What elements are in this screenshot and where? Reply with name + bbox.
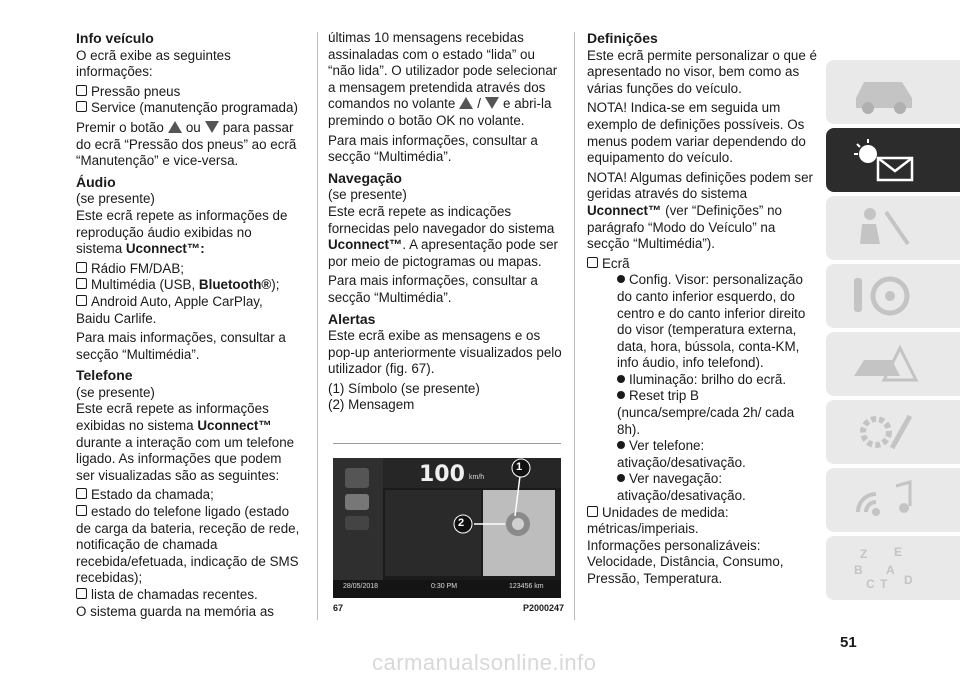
list-item: Pressão pneus [76,84,300,101]
list-item: estado do telefone ligado (estado de carga da bateria, receção de rede, notificação de chamada recebida/efetuada, indicação de SMS recebidas); [76,504,300,586]
column-divider [574,32,575,620]
messages-paragraph-2: Para mais informações, consultar a secção “Multimédia”. [328,132,538,165]
checkbox-bullet-icon [76,262,87,273]
legend-item-1: (1) Símbolo (se presente) [328,380,480,396]
list-item: Service (manutenção programada) [76,100,300,117]
section-title-definicoes: Definições [587,30,658,46]
bullet-icon [617,375,625,383]
def-paragraph-1: Este ecrã permite personalizar o que é apresentado no visor, bem como as várias funções do veículo. [587,47,817,96]
nav-subtitle: (se presente) [328,187,407,203]
tab-starting[interactable] [826,264,960,328]
index-letters-icon [846,544,926,592]
fig-odometer: 123456 km [509,583,544,590]
alert-paragraph: Este ecrã exibe as mensagens e os pop-up anteriormente visualizados pelo utilizador (fig. 67). [328,328,562,377]
cluster-display-figure [333,458,561,598]
arrow-down-icon [485,97,499,109]
page-number: 51 [840,634,857,651]
nav-paragraph-2: Para mais informações, consultar a secção “Multimédia”. [328,273,538,305]
section-title-alertas: Alertas [328,310,376,327]
list-item: Informações personalizáveis: Velocidade, Distância, Consumo, Pressão, Temperatura. [587,537,784,586]
def-paragraph-3: NOTA! Algumas definições podem ser geridas através do sistema Uconnect™ (ver “Definições” no parágrafo “Modo do Veículo” na secção “Multimédia”). [587,169,814,252]
watermark: carmanualsonline.info [372,650,597,675]
steering-wheel-key-icon [846,272,926,320]
checkbox-bullet-icon [587,257,598,268]
figure-separator [333,443,561,444]
tab-dashboard[interactable] [826,128,960,192]
checkbox-bullet-icon [76,505,87,516]
section-title-info: Info veículo [76,30,154,46]
list-item: Rádio FM/DAB; [76,261,300,278]
column-middle [328,30,562,414]
svg-text:C: C [866,577,875,591]
list-item: Unidades de medida: métricas/imperiais. [587,504,729,537]
info-paragraph: Premir o botão ou para passar do ecrã “Pressão dos pneus” ao ecrã “Manutenção” e vice-versa. [76,119,297,169]
arrow-up-icon [459,97,473,109]
checkbox-bullet-icon [587,506,598,517]
info-intro: O ecrã exibe as seguintes informações: [76,47,231,80]
column-left [76,30,300,623]
tel-subtitle: (se presente) [76,384,155,400]
bullet-icon [617,391,625,399]
svg-text:Z: Z [860,547,868,561]
tab-maintenance[interactable] [826,400,960,464]
audio-paragraph: Este ecrã repete as informações de reprodução áudio exibidas no sistema Uconnect™: [76,207,288,257]
fig-time: 0:30 PM [431,583,458,590]
svg-text:A: A [886,563,895,577]
audio-paragraph-2: Para mais informações, consultar a secção “Multimédia”. [76,330,286,362]
svg-text:D: D [904,573,913,587]
arrow-up-icon [168,121,182,133]
bullet-icon [617,275,625,283]
svg-text:B: B [854,563,863,577]
audio-subtitle: (se presente) [76,191,155,207]
list-item: Estado da chamada; [76,487,300,504]
callout-2: 2 [458,517,465,529]
legend-item-2: (2) Mensagem [328,397,415,413]
checkbox-bullet-icon [76,295,87,306]
def-paragraph-2: NOTA! Indica-se em seguida um exemplo de definições possíveis. Os menus podem variar dependendo do equipamento do veículo. [587,100,806,166]
section-title-navegacao: Navegação [328,169,402,186]
messages-paragraph: últimas 10 mensagens recebidas assinaladas com o estado “lida” ou “não lida”. O utilizador pode selecionar a mensagem pretendida através dos comandos no volante / e abri-la premindo o botão OK no volante. [328,30,558,128]
column-right [587,30,819,588]
checkbox-bullet-icon [76,101,87,112]
fig-speed-unit: km/h [469,474,485,481]
service-tools-icon [846,408,926,456]
sub-list-item: Ver navegação: ativação/desativação. [617,471,746,504]
checkbox-bullet-icon [76,588,87,599]
car-icon [846,68,926,116]
section-title-audio: Áudio [76,173,116,190]
chapter-tabs [826,60,960,604]
bullet-icon [617,441,625,449]
section-title-telefone: Telefone [76,367,133,384]
checkbox-bullet-icon [76,278,87,289]
tab-vehicle[interactable] [826,60,960,124]
list-item: Multimédia (USB, Bluetooth®); [76,277,300,294]
fig-date: 28/05/2018 [343,583,379,590]
callout-1: 1 [516,461,523,473]
fig-speed-readout: 100 [419,462,465,487]
warning-light-message-icon [846,136,926,184]
tel-paragraph-2: O sistema guarda na memória as [76,603,274,619]
svg-text:E: E [894,545,903,559]
tel-paragraph: Este ecrã repete as informações exibidas no sistema Uconnect™ durante a interação com um telefone ligado. As informações que podem ser visualizadas são as seguintes: [76,401,295,483]
column-divider [317,32,318,620]
list-item: Ecrã [587,256,819,273]
figure-number: 67 [333,603,344,613]
list-item: Android Auto, Apple CarPlay, Baidu Carlife. [76,293,263,326]
sub-list-item: Config. Visor: personalização do canto inferior esquerdo, do centro e do canto inferior direito do visor (temperatura externa, data, hora, bússola, conta-KM, info áudio, info telefond). [617,272,806,371]
seat-airbag-icon [846,204,926,252]
tab-multimedia[interactable] [826,468,960,532]
list-item: lista de chamadas recentes. [76,587,300,604]
nav-paragraph: Este ecrã repete as indicações fornecidas pelo navegador do sistema Uconnect™. A apresentação pode ser por meio de pictogramas ou mapas. [328,203,558,269]
sub-list-item: Ver telefone: ativação/desativação. [617,438,746,470]
sub-list-item: Reset trip B (nunca/sempre/cada 2h/ cada 8h). [617,388,795,437]
tab-safety[interactable] [826,196,960,260]
figure-code: P2000247 [523,603,565,613]
checkbox-bullet-icon [76,85,87,96]
arrow-down-icon [205,121,219,133]
tab-index[interactable] [826,536,960,600]
checkbox-bullet-icon [76,488,87,499]
svg-text:T: T [880,577,888,591]
sub-list-item: Iluminação: brilho do ecrã. [587,372,819,389]
bullet-icon [617,474,625,482]
multimedia-icon [846,476,926,524]
breakdown-icon [846,340,926,388]
tab-emergency[interactable] [826,332,960,396]
